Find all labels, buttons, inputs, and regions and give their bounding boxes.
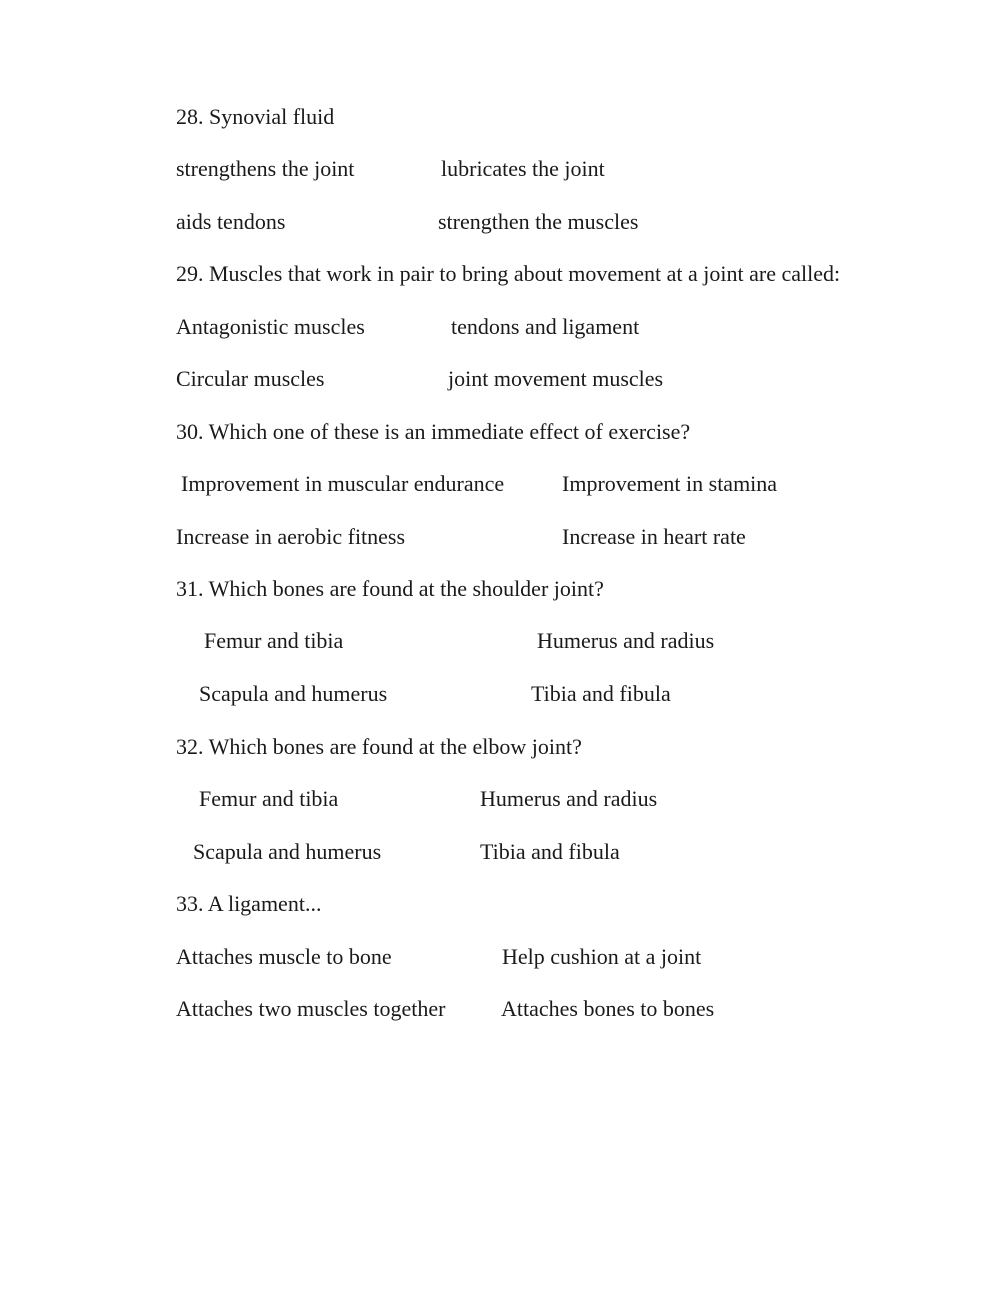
question-29-option-c[interactable]: Circular muscles — [176, 366, 325, 391]
question-31-option-b[interactable]: Humerus and radius — [537, 628, 715, 653]
question-31-option-d[interactable]: Tibia and fibula — [531, 681, 671, 706]
question-28-prompt: 28. Synovial fluid — [176, 104, 335, 129]
question-29-prompt: 29. Muscles that work in pair to bring about movement at a joint are called: — [176, 261, 841, 286]
question-29-option-d[interactable]: joint movement muscles — [448, 366, 664, 391]
question-30-option-d[interactable]: Increase in heart rate — [562, 524, 746, 549]
question-33-prompt: 33. A ligament... — [176, 891, 322, 916]
question-28-option-c[interactable]: aids tendons — [176, 209, 286, 234]
question-28-option-d[interactable]: strengthen the muscles — [438, 209, 639, 234]
question-33-option-d[interactable]: Attaches bones to bones — [501, 996, 715, 1021]
question-30-option-c[interactable]: Increase in aerobic fitness — [176, 524, 406, 549]
question-32-option-d[interactable]: Tibia and fibula — [480, 839, 620, 864]
question-29-option-a[interactable]: Antagonistic muscles — [176, 314, 365, 339]
question-31-option-c[interactable]: Scapula and humerus — [199, 681, 388, 706]
question-30-option-a[interactable]: Improvement in muscular endurance — [181, 471, 505, 496]
question-33-option-a[interactable]: Attaches muscle to bone — [176, 944, 392, 969]
question-29-option-b[interactable]: tendons and ligament — [451, 314, 640, 339]
question-33-option-c[interactable]: Attaches two muscles together — [176, 996, 446, 1021]
question-28-option-b[interactable]: lubricates the joint — [441, 156, 605, 181]
question-33-option-b[interactable]: Help cushion at a joint — [502, 944, 702, 969]
question-32-prompt: 32. Which bones are found at the elbow joint? — [176, 734, 582, 759]
question-30-option-b[interactable]: Improvement in stamina — [562, 471, 778, 496]
question-32-option-a[interactable]: Femur and tibia — [199, 786, 339, 811]
question-31-prompt: 31. Which bones are found at the shoulder joint? — [176, 576, 604, 601]
question-31-option-a[interactable]: Femur and tibia — [204, 628, 344, 653]
question-32-option-b[interactable]: Humerus and radius — [480, 786, 658, 811]
question-30-prompt: 30. Which one of these is an immediate effect of exercise? — [176, 419, 691, 444]
question-28-option-a[interactable]: strengthens the joint — [176, 156, 355, 181]
question-32-option-c[interactable]: Scapula and humerus — [193, 839, 382, 864]
